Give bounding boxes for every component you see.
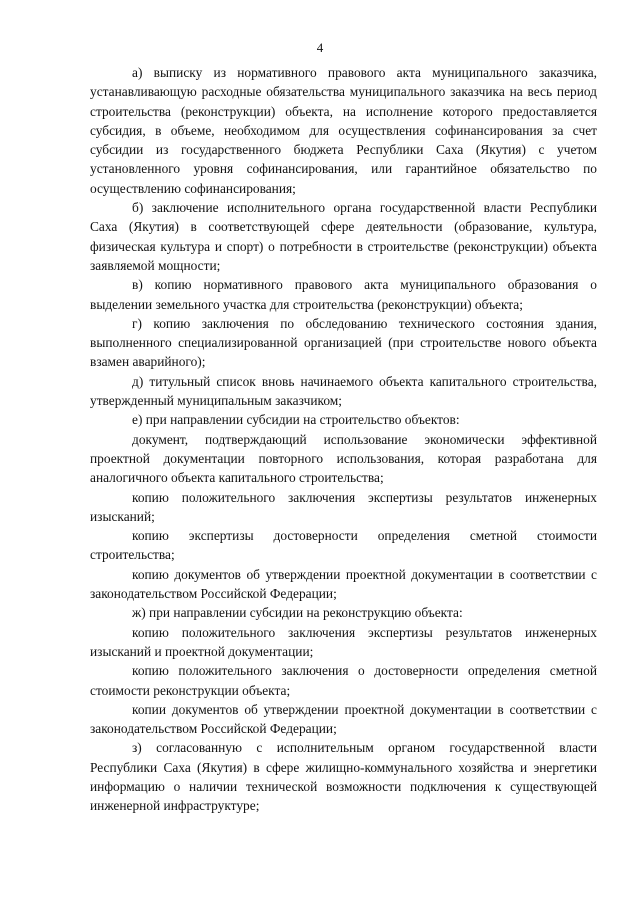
paragraph-zh-item-2: копию положительного заключения о достоверности определения сметной стоимости реконструкции объекта;: [90, 663, 597, 698]
paragraph-zh-item-1: копию положительного заключения экспертизы результатов инженерных изысканий и проектной документации;: [90, 624, 597, 659]
paragraph-e-item-1: документ, подтверждающий использование экономически эффективной проектной документации повторного использования, которая разработана для аналогичного объекта капитального строительства;: [90, 431, 597, 486]
paragraph-e-item-2: копию положительного заключения экспертизы результатов инженерных изысканий;: [90, 489, 597, 524]
paragraph-g: г) копию заключения по обследованию технического состояния здания, выполненного специализированной организацией (при строительстве нового объекта взамен аварийного);: [90, 315, 597, 370]
paragraph-z: з) согласованную с исполнительным органом государственной власти Республики Саха (Якутия) в сфере жилищно-коммунального хозяйства и энергетики информацию о наличии технической возможности подключения к существующей инженерной инфраструктуре;: [90, 740, 597, 814]
paragraph-v: в) копию нормативного правового акта муниципального образования о выделении земельного участка для строительства (реконструкции) объекта;: [90, 277, 597, 312]
paragraph-e: е) при направлении субсидии на строительство объектов:: [132, 412, 460, 428]
document-body: [90, 63, 597, 816]
paragraph-d: д) титульный список вновь начинаемого объекта капитального строительства, утвержденный муниципальным заказчиком;: [90, 373, 597, 409]
paragraph-zh-item-3: копии документов об утверждении проектной документации в соответствии с законодательством Российской Федерации;: [90, 701, 597, 737]
paragraph-e-item-4: копию документов об утверждении проектной документации в соответствии с законодательством Российской Федерации;: [90, 566, 597, 602]
page-number: 4: [316, 40, 324, 55]
paragraph-b: б) заключение исполнительного органа государственной власти Республики Саха (Якутия) в соответствующей сфере деятельности (образование, культура, физическая культура и спорт) о потребности в строительстве (реконструкции) объекта заявляемой мощности;: [90, 200, 597, 273]
paragraph-e-item-3: копию экспертизы достоверности определения сметной стоимости строительства;: [90, 528, 597, 563]
paragraph-a: а) выписку из нормативного правового акта муниципального заказчика, устанавливающую расходные обязательства муниципального заказчика на весь период строительства (реконструкции) объекта, на исполнение которого предоставляется субсидия, в объеме, необходимом для осуществления софинансирования за счет субсидии из государственного бюджета Республики Саха (Якутия) с учетом установленного уровня софинансирования, или гарантийное обязательство по осуществлению софинансирования;: [90, 65, 597, 196]
paragraph-zh: ж) при направлении субсидии на реконструкцию объекта:: [132, 605, 463, 621]
